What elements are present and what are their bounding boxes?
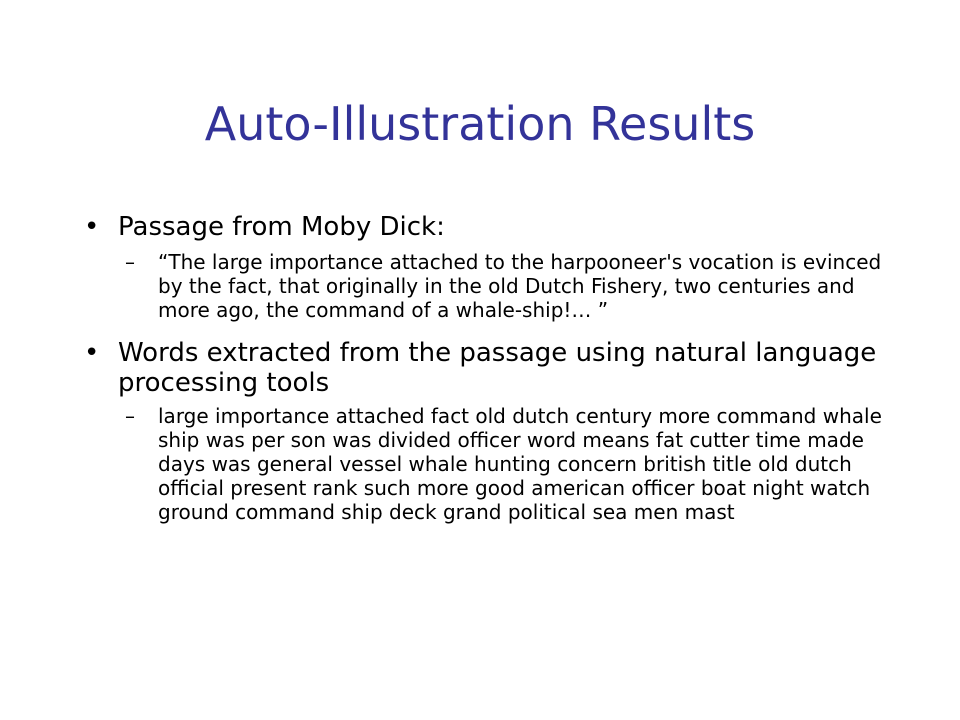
bullet-item: [84, 212, 884, 242]
slide-title: Auto-Illustration Results: [204, 97, 756, 151]
bullet-marker: •: [84, 212, 100, 242]
bullet-item: [84, 338, 884, 398]
dash-marker: –: [125, 250, 135, 274]
bullet-group: [84, 338, 884, 524]
bullet-group: [84, 212, 884, 322]
sub-bullet-item: [125, 250, 884, 322]
dash-marker: –: [125, 404, 135, 428]
bullet-marker: •: [84, 338, 100, 368]
bullet-text: Passage from Moby Dick:: [118, 212, 445, 242]
bullet-text: Words extracted from the passage using natural language processing tools: [118, 338, 877, 398]
sub-bullet-text: large importance attached fact old dutch century more command whale ship was per son was divided officer word means fat cutter time made days was general vessel whale hunting concern british title old dutch official present rank such more good american officer boat night watch ground command ship deck grand political sea men mast: [158, 404, 882, 524]
sub-bullet-text: “The large importance attached to the harpooneer's vocation is evinced by the fact, that originally in the old Dutch Fishery, two centuries and more ago, the command of a whale-ship!… ”: [158, 250, 882, 322]
sub-bullet-item: [125, 404, 884, 524]
slide-content: [84, 212, 884, 524]
